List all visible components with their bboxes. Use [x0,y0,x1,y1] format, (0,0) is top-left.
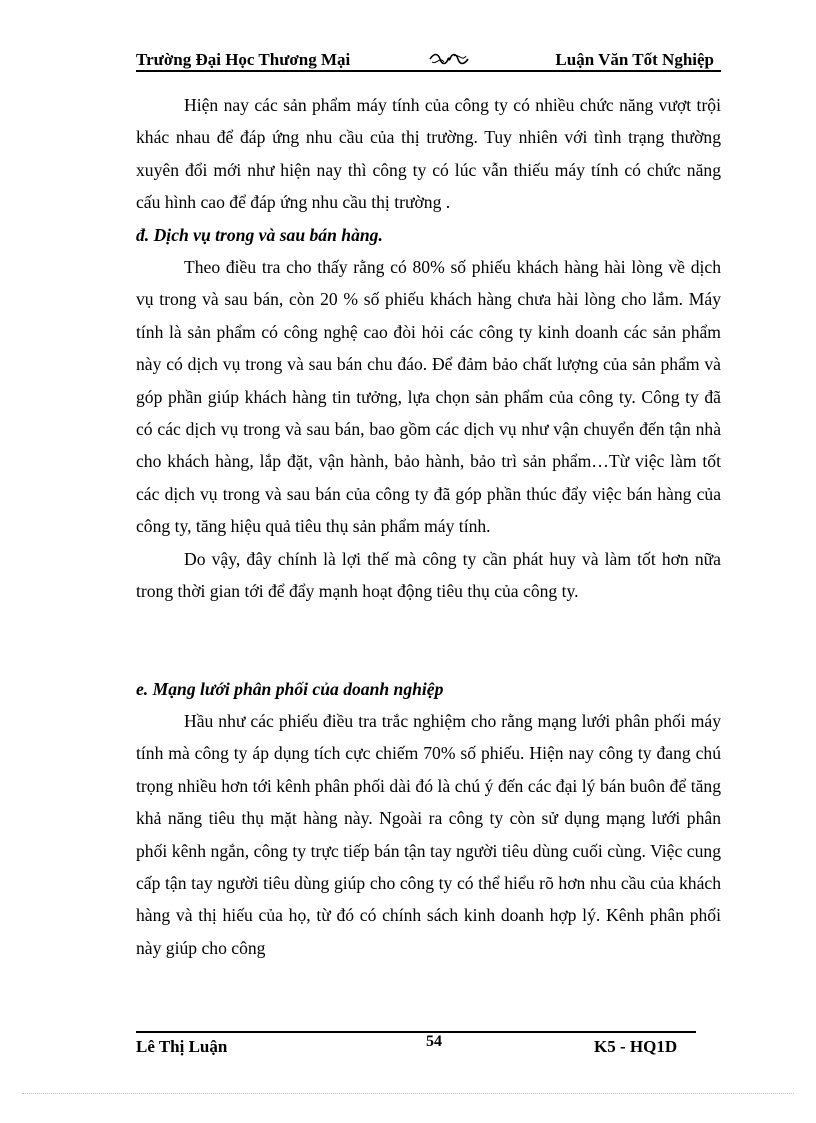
footer-rule [136,1031,696,1033]
paragraph-services: Theo điều tra cho thấy rằng có 80% số phiếu khách hàng hài lòng về dịch vụ trong và sau bán, còn 20 % số phiếu khách hàng chưa hài lòng cho lắm. Máy tính là sản phẩm có công nghệ cao đòi hỏi các công ty kinh doanh các sản phẩm này có dịch vụ trong và sau bán chu đáo. Để đảm bảo chất lượng của sản phẩm và góp phần giúp khách hàng tin tưởng, lựa chọn sản phẩm của công ty. Công ty đã có các dịch vụ trong và sau bán, bao gồm các dịch vụ như vận chuyển đến tận nhà cho khách hàng, lắp đặt, vận hành, bảo hành, bảo trì sản phẩm…Từ việc làm tốt các dịch vụ trong và sau bán của công ty đã góp phần thúc đẩy việc bán hàng của công ty, tăng hiệu quả tiêu thụ sản phẩm máy tính. [136,257,721,537]
footer-author: Lê Thị Luận [136,1037,228,1056]
header-thesis: Luận Văn Tốt Nghiệp [555,50,714,69]
page-header [136,48,720,72]
scroll-ornament-icon [428,52,470,70]
paragraph-products: Hiện nay các sản phẩm máy tính của công ty có nhiều chức năng vượt trội khác nhau để đáp ứng nhu cầu của thị trường. Tuy nhiên với tình trạng thường xuyên đổi mới như hiện nay thì công ty có lúc vẫn thiếu máy tính có chức năng cấu hình cao để đáp ứng nhu cầu thị trường . [136,95,721,213]
page-number: 54 [426,1033,442,1050]
section-heading-distribution: e. Mạng lưới phân phối của doanh nghiệp [136,678,444,699]
paragraph-distribution: Hầu như các phiếu điều tra trắc nghiệm cho rằng mạng lưới phân phối máy tính mà công ty áp dụng tích cực chiếm 70% số phiếu. Hiện nay công ty đang chú trọng nhiều hơn tới kênh phân phối dài đó là chú ý đến các đại lý bán buôn để tăng khả năng tiêu thụ mặt hàng này. Ngoài ra công ty còn sử dụng mạng lưới phân phối kênh ngắn, công ty trực tiếp bán tận tay người tiêu dùng cuối cùng. Việc cung cấp tận tay người tiêu dùng giúp cho công ty có thể hiểu rõ hơn nhu cầu của khách hàng và thị hiếu của họ, từ đó có chính sách kinh doanh hợp lý. Kênh phân phối này giúp cho công [136,710,721,958]
header-rule [136,70,721,72]
spacer [136,608,721,673]
section-heading-services: đ. Dịch vụ trong và sau bán hàng. [136,224,383,245]
footer-class: K5 - HQ1D [594,1037,678,1056]
paragraph-advantage: Do vậy, đây chính là lợi thế mà công ty cần phát huy và làm tốt hơn nữa trong thời gian tới để đẩy mạnh hoạt động tiêu thụ của công ty. [136,548,721,602]
page-bottom-border [22,1093,794,1094]
header-school: Trường Đại Học Thương Mại [136,50,351,69]
page-body [136,89,721,964]
